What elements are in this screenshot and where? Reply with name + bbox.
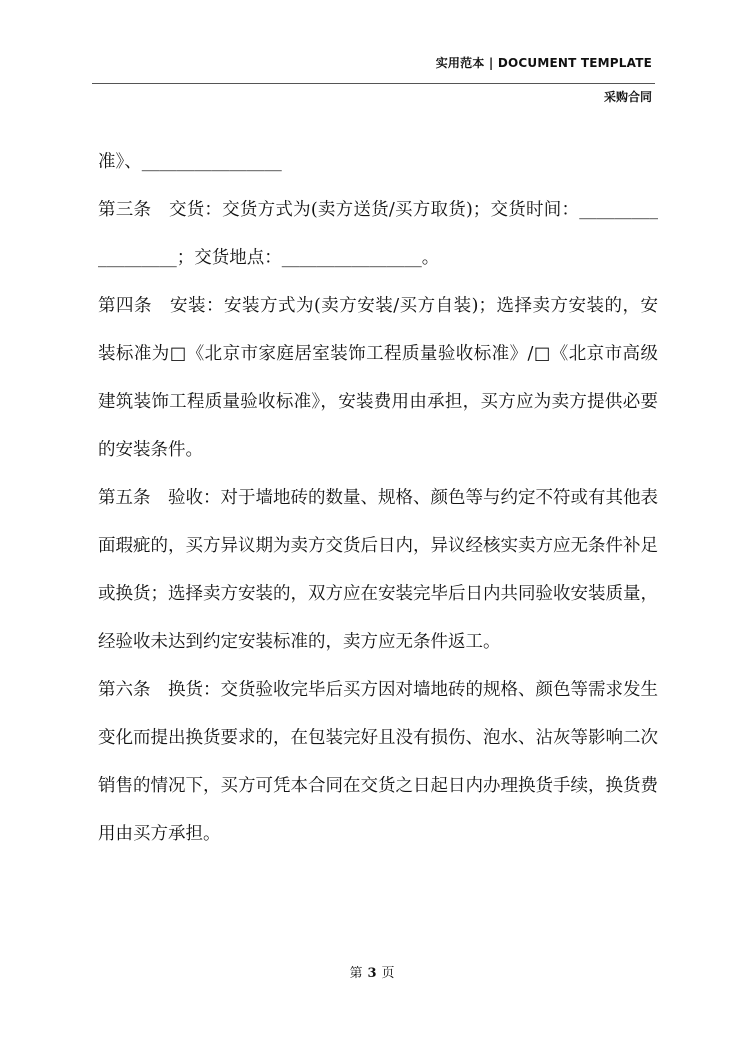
article-3-delivery: 第三条 交货：交货方式为(卖方送货/买方取货)；交货时间：__________________；交货地点：________________。 (98, 200, 658, 268)
header-subtitle: 采购合同 (603, 90, 652, 104)
page-header (0, 0, 744, 110)
paragraph-continuation: 准》、________________ (98, 152, 282, 172)
article-5-acceptance: 第五条 验收：对于墙地砖的数量、规格、颜色等与约定不符或有其他表面瑕疵的，买方异议期为卖方交货后日内，异议经核实卖方应无条件补足或换货；选择卖方安装的，双方应在安装完毕后日内共同验收安装质量，经验收未达到约定安装标准的，卖方应无条件返工。 (98, 488, 658, 652)
header-divider (92, 83, 655, 84)
article-4-installation: 第四条 安装：安装方式为(卖方安装/买方自装)；选择卖方安装的，安装标准为□《北京市家庭居室装饰工程质量验收标准》/□《北京市高级建筑装饰工程质量验收标准》，安装费用由承担，买方应为卖方提供必要的安装条件。 (98, 296, 658, 460)
page-footer (0, 962, 744, 981)
page-number: 3 (367, 966, 377, 981)
article-6-exchange: 第六条 换货：交货验收完毕后买方因对墙地砖的规格、颜色等需求发生变化而提出换货要求的，在包装完好且没有损伤、泡水、沾灰等影响二次销售的情况下，买方可凭本合同在交货之日起日内办理换货手续，换货费用由买方承担。 (98, 680, 658, 844)
header-title: 实用范本 | DOCUMENT TEMPLATE (435, 56, 652, 70)
document-body (98, 138, 658, 858)
footer-prefix: 第 (349, 966, 363, 981)
footer-suffix: 页 (381, 966, 395, 981)
